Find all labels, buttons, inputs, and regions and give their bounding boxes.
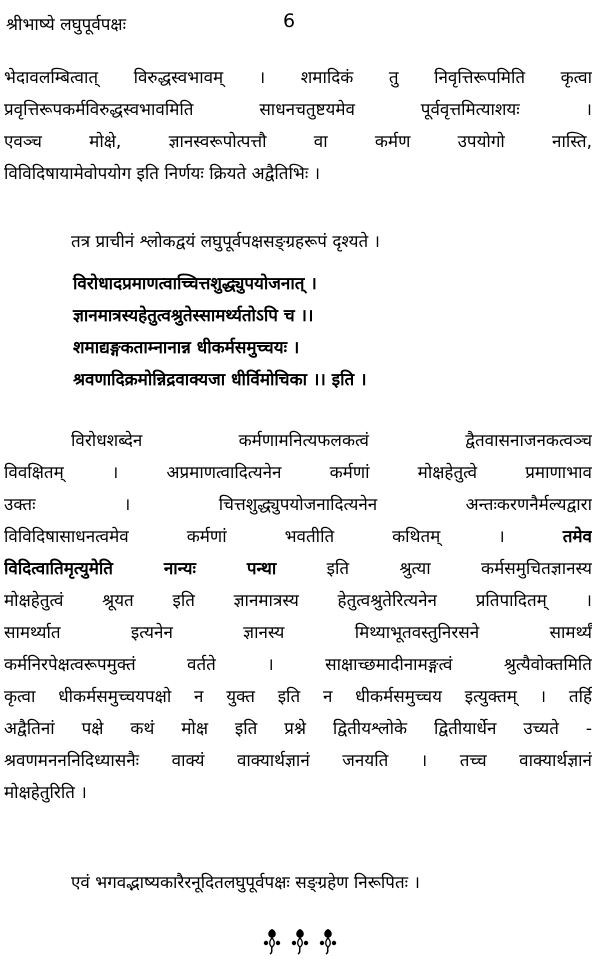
floral-ornament-icon bbox=[288, 926, 312, 956]
text-line bbox=[4, 553, 592, 585]
ornament-divider bbox=[0, 926, 600, 956]
verse-line: ज्ञानमात्रस्यहेतुत्वश्रुतेस्सामर्थ्यतोऽपि च ।। bbox=[73, 306, 314, 326]
bold-quote: विदित्वातिमृत्युमेति नान्यः पन्था bbox=[4, 559, 277, 579]
page-number: 6 bbox=[283, 10, 296, 32]
verse-line: शमाद्यङ्गकताम्नानान्न धीकर्मसमुच्चयः । bbox=[73, 338, 300, 358]
text-line: विवक्षितम् । अप्रमाणत्वादित्यनेन कर्मणां मोक्षहेतुत्वे प्रमाणाभाव bbox=[4, 463, 592, 483]
page-header bbox=[0, 0, 600, 48]
paragraph-2 bbox=[4, 425, 592, 809]
running-title: श्रीभाष्ये लघुपूर्वपक्षः bbox=[6, 15, 127, 35]
verse-line: श्रवणादिक्रमोन्निद्रवाक्यजा धीर्विमोचिका ।। इति । bbox=[73, 370, 367, 390]
text-line: एवञ्च मोक्षे, ज्ञानस्वरूपोत्पत्तौ वा कर्मण उपयोगो नास्ति, bbox=[4, 132, 592, 152]
bold-quote: तमेव bbox=[562, 527, 592, 547]
text-line bbox=[4, 521, 592, 553]
text-line: सामर्थ्यात इत्यनेन ज्ञानस्य मिथ्याभूतवस्तुनिरसने सामर्थ्यं bbox=[4, 623, 592, 643]
text-line: प्रवृत्तिरूपकर्मविरुद्धस्वभावमिति साधनचतुष्टयमेव पूर्ववृत्तमित्याशयः । bbox=[4, 100, 592, 120]
text-line: मोक्षहेतुत्वं श्रूयत इति ज्ञानमात्रस्य हेतुत्वश्रुतेरित्यनेन प्रतिपादितम् । bbox=[4, 591, 592, 611]
text-line: श्रवणमनननिदिध्यासनैः वाक्यं वाक्यार्थज्ञानं जनयति । तच्च वाक्यार्थज्ञानं bbox=[4, 751, 592, 771]
text-line: अद्वैतिनां पक्षे कथं मोक्ष इति प्रश्ने द्वितीयश्लोके द्वितीयार्धेन उच्यते - bbox=[4, 719, 592, 739]
text-line: कर्मनिरपेक्षत्वरूपमुक्तं वर्तते । साक्षाच्छमादीनामङ्गत्वं श्रुत्यैवोक्तमिति bbox=[4, 655, 592, 675]
closing-line: एवं भगवद्भाष्यकारैरनूदितलघुपूर्वपक्षः सङ्ग्रहेण निरूपितः । bbox=[71, 873, 420, 893]
text-run: विविदिषासाधनत्वमेव कर्मणां भवतीति कथितम् । bbox=[4, 527, 505, 547]
floral-ornament-icon bbox=[260, 926, 284, 956]
verse-line: विरोधादप्रमाणत्वाच्चित्तशुद्ध्युपयोजनात् । bbox=[73, 274, 317, 294]
text-line: विरोधशब्देन कर्मणामनित्यफलकत्वं द्वैतवासनाजनकत्वञ्च bbox=[71, 431, 592, 451]
text-line: विविदिषायामेवोपयोग इति निर्णयः क्रियते अद्वैतिभिः । bbox=[4, 164, 321, 184]
verse-intro: तत्र प्राचीनं श्लोकद्वयं लघुपूर्वपक्षसङ्ग्रहरूपं दृश्यते । bbox=[71, 232, 380, 252]
paragraph-1 bbox=[4, 62, 592, 190]
text-run: इति श्रुत्या कर्मसमुचितज्ञानस्य bbox=[326, 559, 592, 579]
text-line: मोक्षहेतुरिति । bbox=[4, 783, 87, 803]
verse-block bbox=[73, 268, 367, 396]
text-line: उक्तः । चित्तशुद्ध्युपयोजनादित्यनेन अन्तःकरणनैर्मल्यद्वारा bbox=[4, 495, 592, 515]
text-line: भेदावलम्बित्वात् विरुद्धस्वभावम् । शमादिकं तु निवृत्तिरूपमिति कृत्वा bbox=[4, 68, 592, 88]
text-line: कृत्वा धीकर्मसमुच्चयपक्षो न युक्त इति न धीकर्मसमुच्चय इत्युक्तम् । तर्हि bbox=[4, 687, 592, 707]
floral-ornament-icon bbox=[316, 926, 340, 956]
